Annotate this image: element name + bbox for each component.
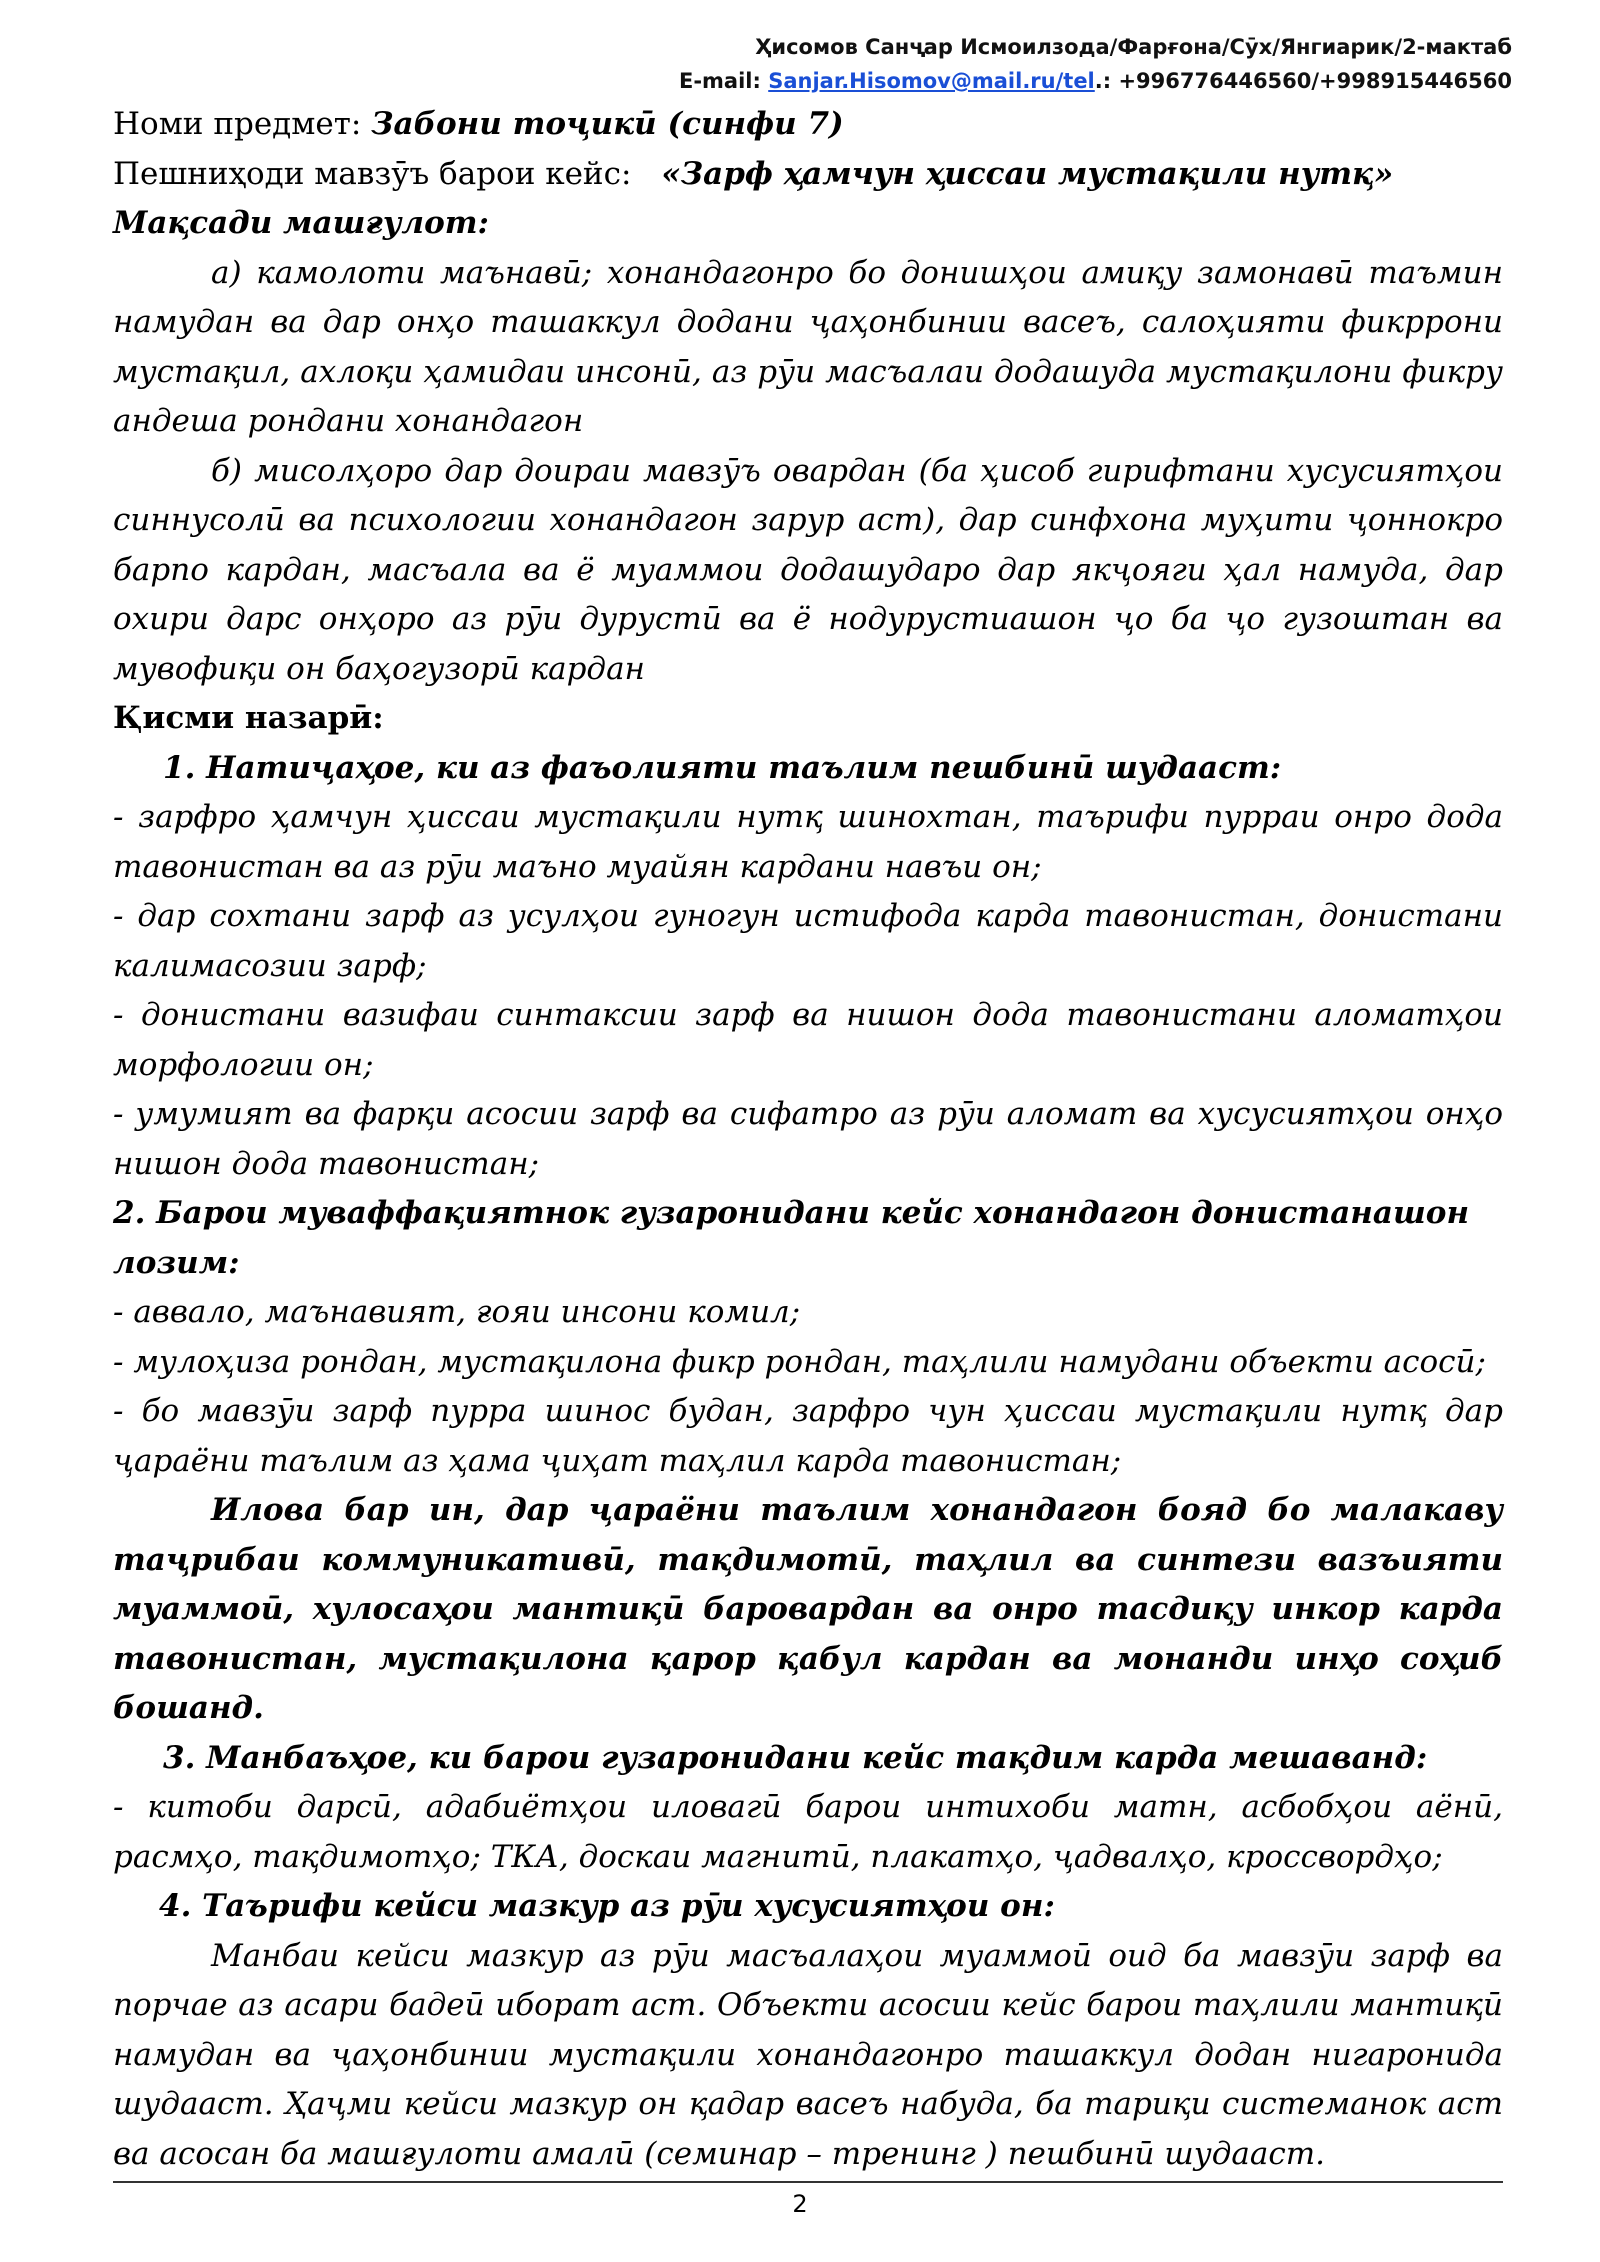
goal-b-paragraph: б) мисолҳоро дар доираи мавзӯъ овардан (ба ҳисоб гирифтани хусусиятҳои синнусолӣ ва психологии хонандагон зарур аст), дар синфхона муҳити ҷоннокро барпо кардан, масъала ва ё муаммои додашударо дар якҷояги ҳал намуда, дар охири дарс онҳоро аз рӯи дурустӣ ва ё нодурустиашон ҷо ба ҷо гузоштан ва мувофиқи он баҳогузорӣ кардан xyxy=(113,452,1503,687)
subject-value: Забони тоҷикӣ (синфи 7) xyxy=(371,106,844,142)
section-2-note: Илова бар ин, дар ҷараёни таълим хонандагон бояд бо малакаву таҷрибаи коммуникативӣ, тақдимотӣ, таҳлил ва синтези вазъияти муаммоӣ, хулосаҳои мантиқӣ баровардан ва онро тасдиқу инкор карда тавонистан, мустақилона қарор қабул кардан ва монанди инҳо соҳиб бошанд. xyxy=(113,1492,1503,1726)
document-body xyxy=(113,100,1503,2179)
footer-divider xyxy=(113,2181,1503,2183)
section-2-item: - бо мавзӯи зарф пурра шинос будан, зарфро чун ҳиссаи мустақили нутқ дар ҷараёни таълим аз ҳама ҷиҳат таҳлил карда тавонистан; xyxy=(113,1393,1503,1479)
section-4-title: 4. Таърифи кейси мазкур аз рӯи хусусиятҳои он: xyxy=(159,1888,1055,1924)
subject-line xyxy=(113,100,1503,150)
email-link[interactable]: Sanjar.Hisomov@mail.ru/tel xyxy=(768,69,1095,93)
section-1-item: - зарфро ҳамчун ҳиссаи мустақили нутқ шинохтан, таърифи пурраи онро дода тавонистан ва аз рӯи маъно муайян кардани навъи он; xyxy=(113,799,1503,885)
section-2-item: - мулоҳиза рондан, мустақилона фикр рондан, таҳлили намудани объекти асосӣ; xyxy=(113,1343,1486,1380)
section-1-title: 1. Натиҷаҳое, ки аз фаъолияти таълим пешбинӣ шудааст: xyxy=(163,749,1282,786)
topic-value: «Зарф ҳамчун ҳиссаи мустақили нутқ» xyxy=(661,155,1394,192)
section-1-item: - дар сохтани зарф аз усулҳои гуногун истифода карда тавонистан, донистани калимасозии зарф; xyxy=(113,898,1503,984)
author-line: Ҳисомов Санҷар Исмоилзода/Фарғона/Сӯх/Янгиарик/2-мактаб xyxy=(755,35,1512,59)
section-2-item: - аввало, маънавият, ғояи инсони комил; xyxy=(113,1294,801,1330)
topic-label: Пешниҳоди мавзӯъ барои кейс: xyxy=(113,155,632,192)
section-1-item: - умумият ва фарқи асосии зарф ва сифатро аз рӯи аломат ва хусусиятҳои онҳо нишон дода тавонистан; xyxy=(113,1096,1503,1182)
section-3-item: - китоби дарсӣ, адабиётҳои иловагӣ барои интихоби матн, асбобҳои аёнӣ, расмҳо, тақдимотҳо; ТКА, доскаи магнитӣ, плакатҳо, ҷадвалҳо, кроссвордҳо; xyxy=(113,1789,1503,1875)
page-header xyxy=(679,30,1512,98)
section-4-text: Манбаи кейси мазкур аз рӯи масъалаҳои муаммоӣ оид ба мавзӯи зарф ва порчае аз асари бадеӣ иборат аст. Объекти асосии кейс барои таҳлили мантиқӣ намудан ва ҷаҳонбинии мустақили хонандагонро ташаккул додан нигаронида шудааст. Ҳаҷми кейси мазкур он қадар васеъ набуда, ба тариқи системанок аст ва асосан ба машғулоти амалӣ (семинар – тренинг ) пешбинӣ шудааст. xyxy=(113,1937,1503,2172)
contact-line xyxy=(679,64,1512,98)
phone-numbers: .: +996776446560/+998915446560 xyxy=(1094,69,1512,93)
subject-label: Номи предмет: xyxy=(113,106,372,142)
section-1-item: - донистани вазифаи синтаксии зарф ва нишон дода тавонистани аломатҳои морфологии он; xyxy=(113,997,1503,1083)
email-label: E-mail: xyxy=(678,69,769,93)
section-3-title: 3. Манбаъҳое, ки барои гузаронидани кейс тақдим карда мешаванд: xyxy=(163,1739,1428,1776)
topic-line xyxy=(113,150,1503,200)
goals-heading: Мақсади машғулот: xyxy=(113,205,489,241)
section-2-title: 2. Барои муваффақиятнок гузаронидани кейс хонандагон донистанашон лозим: xyxy=(113,1195,1470,1281)
theory-heading: Қисми назарӣ: xyxy=(113,700,384,736)
goal-a-paragraph: а) камолоти маънавӣ; хонандагонро бо донишҳои амиқу замонавӣ таъмин намудан ва дар онҳо ташаккул додани ҷаҳонбинии васеъ, салоҳияти фикррони мустақил, ахлоқи ҳамидаи инсонӣ, аз рӯи масъалаи додашуда мустақилони фикру андеша рондани хонандагон xyxy=(113,254,1503,439)
page-number: 2 xyxy=(792,2190,808,2218)
